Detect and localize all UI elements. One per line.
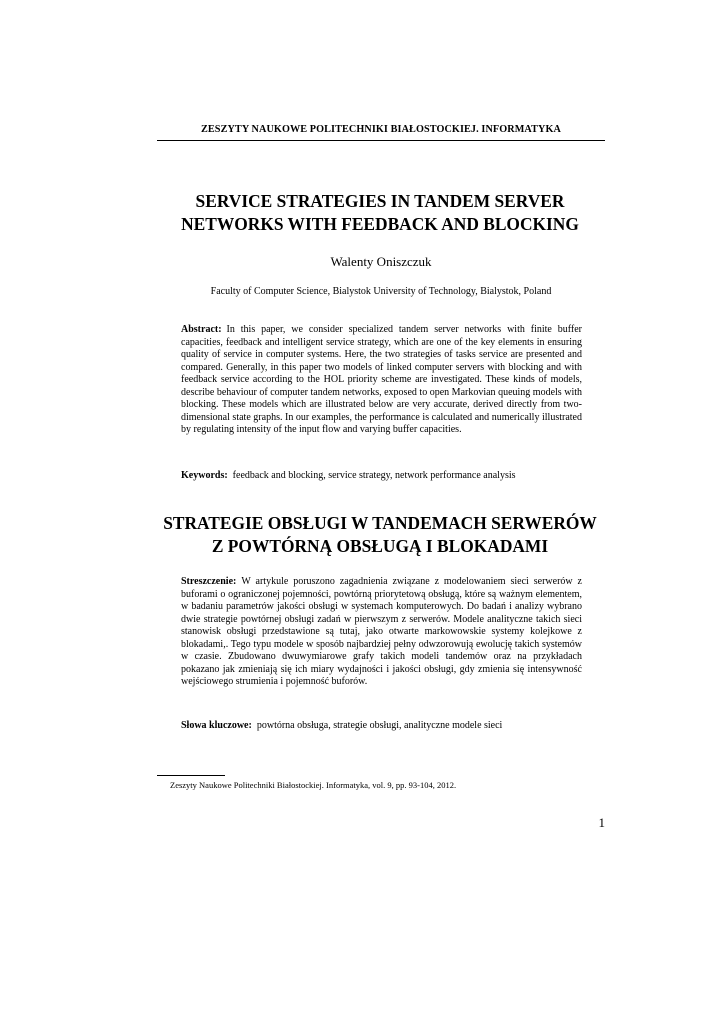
- polish-title: [120, 512, 640, 558]
- header-rule: [157, 140, 605, 141]
- slowa-kluczowe-text: powtórna obsługa, strategie obsługi, analityczne modele sieci: [256, 720, 503, 731]
- author-affiliation: Faculty of Computer Science, Bialystok University of Technology, Bialystok, Poland: [210, 286, 552, 297]
- paper-title-line-1: SERVICE STRATEGIES IN TANDEM SERVER: [195, 191, 565, 211]
- keywords-label: Keywords:: [181, 470, 228, 481]
- slowa-kluczowe-label: Słowa kluczowe:: [181, 720, 252, 731]
- author-name: Walenty Oniszczuk: [330, 254, 432, 269]
- streszczenie-label: Streszczenie:: [181, 576, 237, 587]
- paper-title-line-2: NETWORKS WITH FEEDBACK AND BLOCKING: [181, 214, 579, 234]
- abstract-text: In this paper, we consider specialized tandem server networks with finite buffer capacities, feedback and intelligent service strategy, which are one of the key elements in ensuring quality of service in computer systems. Here, the two strategies of tasks service are presented and compared. Generally, in this paper two models of linked computer servers with blocking and with feedback service according to the HOL priority scheme are investigated. These kinds of models, describe behaviour of computer tandem networks, exposed to open Markovian queuing models with blocking. These models which are illustrated below are very accurate, derived directly from two-dimensional state graphs. In our examples, the performance is calculated and numerically illustrated by regulating intensity of the input flow and varying buffer capacities.: [181, 324, 582, 435]
- footnote-rule: [157, 775, 225, 776]
- paper-title: [120, 190, 640, 236]
- keywords-text: feedback and blocking, service strategy, network performance analysis: [232, 470, 516, 481]
- streszczenie: [181, 576, 582, 689]
- keywords: [181, 470, 582, 483]
- abstract-label: Abstract:: [181, 324, 222, 335]
- abstract: [181, 324, 582, 437]
- polish-title-line-1: STRATEGIE OBSŁUGI W TANDEMACH SERWERÓW: [163, 513, 597, 533]
- running-header: ZESZYTY NAUKOWE POLITECHNIKI BIAŁOSTOCKIEJ. INFORMATYKA: [201, 124, 561, 135]
- page-number: 1: [598, 815, 605, 830]
- streszczenie-text: W artykule poruszono zagadnienia związane z modelowaniem sieci serwerów z buforami o ograniczonej pojemności, powtórną priorytetową obsługą, które są ważnym elementem, w badaniu parametrów jakości obsługi w systemach komputerowych. Do badań i analizy wybrano dwie strategie powtórnej obsługi zadań w pierwszym z serwerów. Modele analityczne takich sieci stanowisk obsługi przedstawione są tutaj, jako otwarte markowowskie systemy kolejkowe z blokadami,. Tego typu modele w sposób najbardziej pełny odwzorowują ewolucję takich systemów w czasie. Zbudowano dwuwymiarowe grafy takich modeli tandemów oraz na przykładach pokazano jak zmieniają się ich miary wydajności i jakości obsługi, gdy zmienia się intensywność wejściowego strumienia i pojemność buforów.: [181, 576, 582, 687]
- slowa-kluczowe: [181, 720, 582, 733]
- polish-title-line-2: Z POWTÓRNĄ OBSŁUGĄ I BLOKADAMI: [211, 536, 549, 556]
- footnote: Zeszyty Naukowe Politechniki Białostockiej. Informatyka, vol. 9, pp. 93-104, 2012.: [170, 780, 457, 790]
